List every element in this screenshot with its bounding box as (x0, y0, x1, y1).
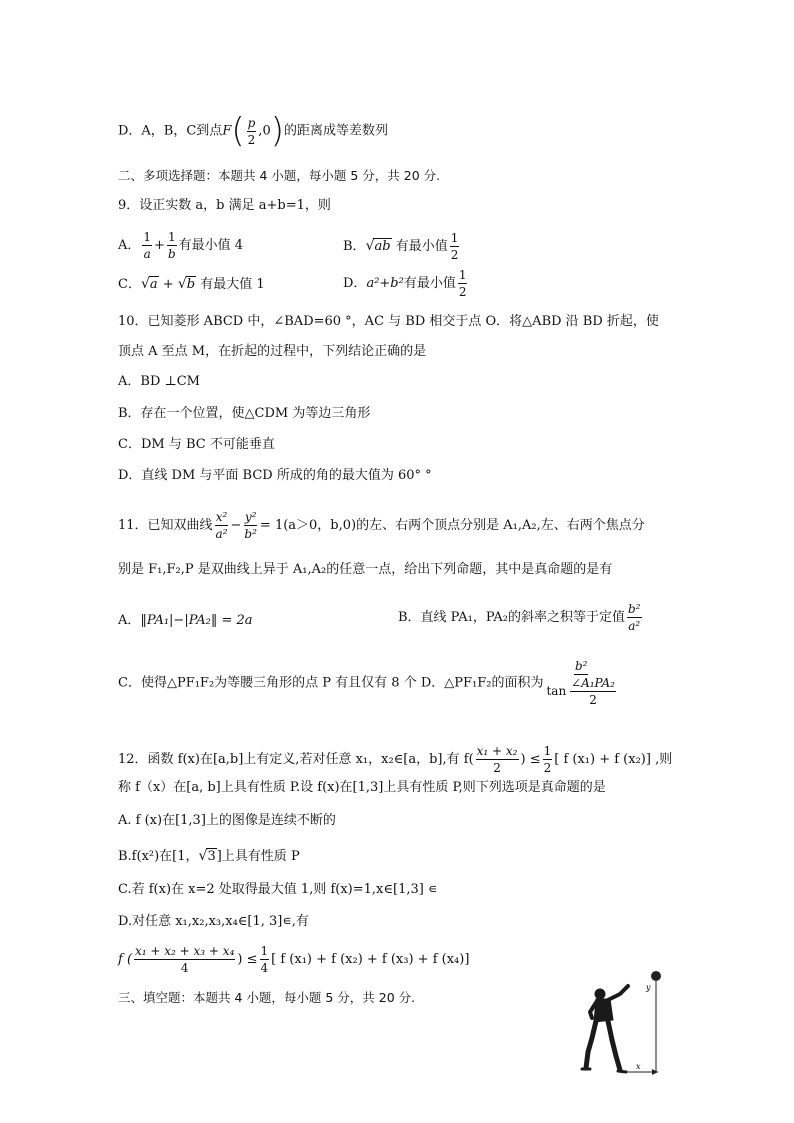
q11-option-b: B．直线 PA₁，PA₂的斜率之积等于定值 $\frac{\text{b²}}{\text{a²}}$ (398, 602, 641, 633)
throwing-figure (580, 968, 690, 1083)
q12-option-a: A. f (x)在[1,3]上的图像是连续不断的 (118, 813, 336, 828)
q11-stem-line1: 11．已知双曲线 $\frac{\text{x²}}{\text{a²}}$ − $\frac{\text{y²}}{\text{b²}}$ = 1(a＞0，b,0)的左、右两个顶点分别是 A₁,A₂,左、右两个焦点分 (118, 510, 645, 541)
fraction-p-over-2: $\frac{p}{2}$ (247, 115, 256, 147)
q11-option-a: A．‖PA₁|−|PA₂‖ = 2a (118, 613, 253, 628)
thrower-silhouette (582, 986, 628, 1072)
q12-option-d: D.对任意 x₁,x₂,x₃,x₄∈[1, 3]∊,有 (118, 914, 309, 929)
q12-stem-line2: 称 f（x）在[a, b]上具有性质 P.设 f(x)在[1,3]上具有性质 P,则下列选项是真命题的是 (118, 780, 606, 795)
q10-option-a: A．BD ⊥CM (118, 374, 200, 389)
q12-option-c: C.若 f(x)在 x=2 处取得最大值 1,则 f(x)=1,x∈[1,3] ∊ (118, 882, 438, 897)
q9-option-a: A． $\frac{1}{a}$ + $\frac{1}{b}$ 有最小值 4 (118, 230, 244, 261)
q12-option-d-formula: f ( $\frac{\text{x₁ + x₂ + x₃ + x₄}}{4}$ ) ≤ $\frac{1}{4}$ [ f (x₁) + f (x₂) + f (x₃) + f (x₄)] (118, 944, 470, 975)
q11-option-c-d: C．使得△PF₁F₂为等腰三角形的点 P 有且仅有 8 个 D．△PF₁F₂的面积为 b² tan $\frac{\text{∠A₁PA₂}}{2}$ (118, 659, 615, 707)
option-d-prev: D．A，B，C到点F( $\frac{p}{2}$ ,0)的距离成等差数列 (118, 111, 388, 151)
axis-y-label: y (646, 983, 651, 992)
axis-x-label: x (636, 1062, 641, 1071)
q10-stem-line2: 顶点 A 至点 M，在折起的过程中，下列结论正确的是 (118, 344, 427, 359)
ball-icon (651, 971, 661, 981)
section-2-heading: 二、多项选择题：本题共 4 小题，每小题 5 分，共 20 分. (118, 168, 441, 183)
section-3-heading: 三、填空题：本题共 4 小题，每小题 5 分，共 20 分. (118, 990, 416, 1005)
q9-option-d: D．a²+b²有最小值 $\frac{1}{2}$ (343, 268, 467, 299)
q12-stem-line1: 12．函数 f(x)在[a,b]上有定义,若对任意 x₁，x₂∈[a，b],有 f( $\frac{\text{x₁ + x₂}}{2}$ ) ≤ $\frac{1}{2}$ [ f (x₁) + f (x₂)] ,则 (118, 744, 673, 775)
q11-stem-line2: 别是 F₁,F₂,P 是双曲线上异于 A₁,A₂的任意一点，给出下列命题，其中是真命题的是有 (118, 562, 613, 577)
q9-stem: 9．设正实数 a，b 满足 a+b=1，则 (118, 198, 331, 213)
q10-option-b: B．存在一个位置，使△CDM 为等边三角形 (118, 406, 371, 421)
q9-option-b: B．√ab 有最小值 $\frac{1}{2}$ (343, 231, 459, 262)
q12-option-b: B.f(x²)在[1，√3]上具有性质 P (118, 848, 300, 864)
q10-option-c: C．DM 与 BC 不可能垂直 (118, 437, 275, 452)
q10-stem-line1: 10．已知菱形 ABCD 中，∠BAD=60 °，AC 与 BD 相交于点 O．将△ABD 沿 BD 折起，使 (118, 314, 659, 329)
q9-option-c: C．√a + √b 有最大值 1 (118, 276, 265, 292)
q10-option-d: D．直线 DM 与平面 BCD 所成的角的最大值为 60° ° (118, 468, 432, 483)
point-f: F (222, 123, 232, 139)
